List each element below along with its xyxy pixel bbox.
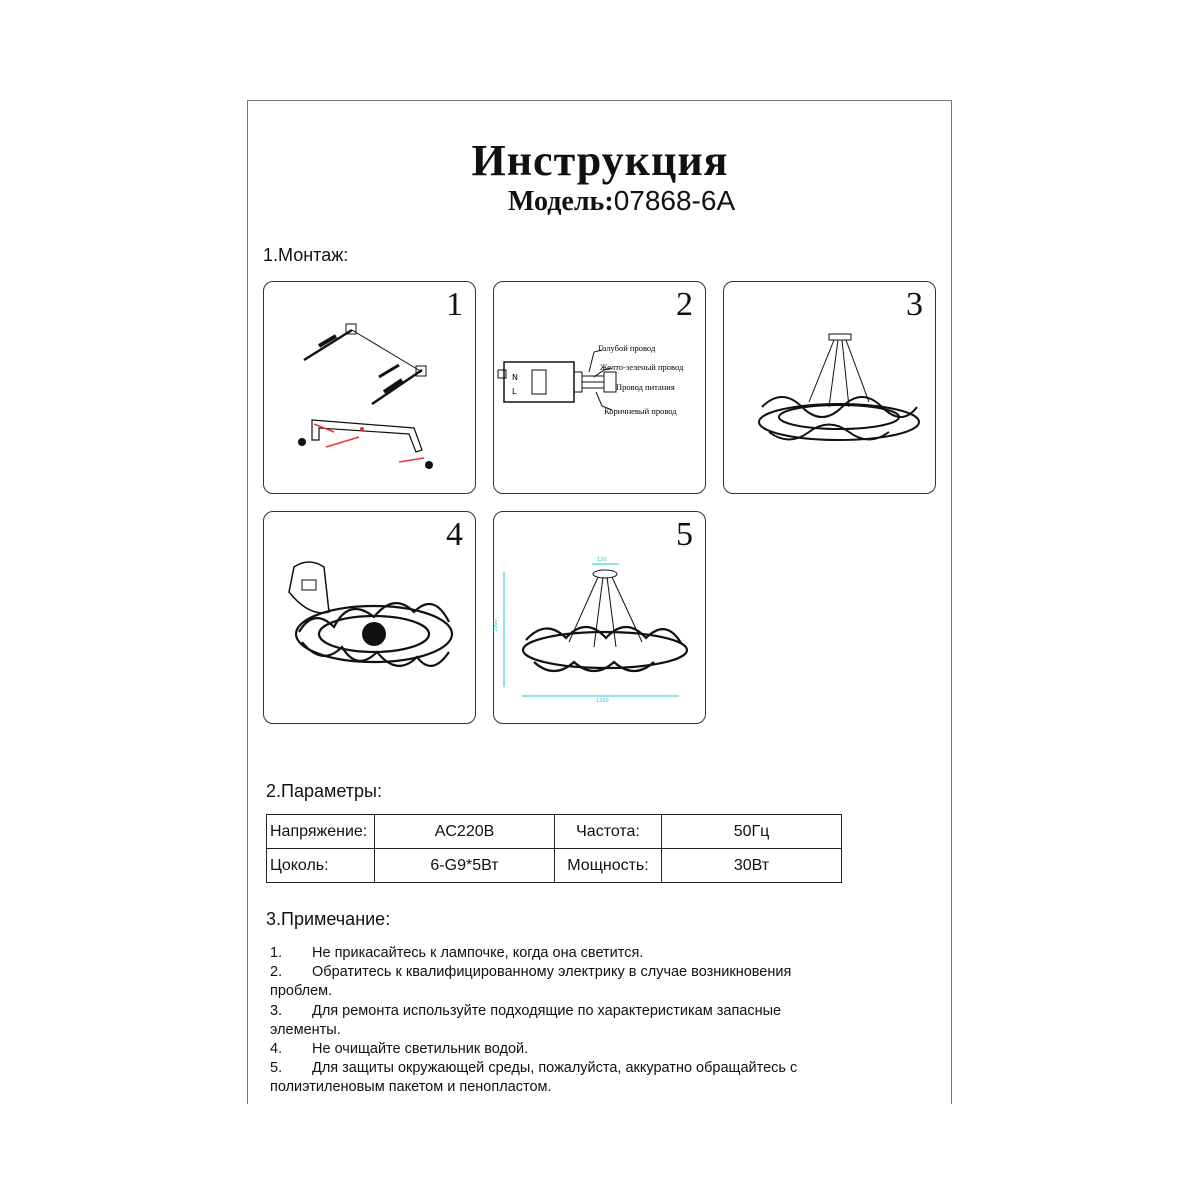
table-row bbox=[267, 849, 842, 883]
param-value: AC220B bbox=[375, 815, 555, 849]
note-number: 1. bbox=[270, 945, 283, 961]
model-code: 07868-6A bbox=[613, 185, 736, 216]
wire-label-blue: Голубой провод bbox=[598, 343, 656, 353]
dim-height: 1000 bbox=[493, 619, 499, 632]
param-value: 30Вт bbox=[662, 849, 842, 883]
param-value: 50Гц bbox=[662, 815, 842, 849]
note-number: 4. bbox=[270, 1041, 283, 1058]
wire-label-yellow-green: Желто-зеленый провод bbox=[600, 362, 684, 372]
bulb-installation-diagram bbox=[264, 512, 477, 725]
dim-top: 120 bbox=[597, 557, 607, 563]
panel-number: 5 bbox=[676, 516, 693, 553]
svg-text:L: L bbox=[512, 387, 517, 396]
panel-5-dimensions bbox=[493, 511, 706, 724]
parameters-table bbox=[266, 814, 842, 883]
param-label: Мощность: bbox=[555, 849, 662, 883]
list-item bbox=[270, 944, 870, 963]
wire-label-power: Провод питания bbox=[616, 382, 675, 392]
section-params-heading: 2.Параметры: bbox=[266, 781, 382, 801]
note-number: 5. bbox=[270, 1060, 283, 1077]
list-item bbox=[270, 963, 870, 1001]
list-item bbox=[270, 1059, 870, 1097]
note-number: 3. bbox=[270, 1002, 283, 1019]
list-item bbox=[270, 1002, 870, 1040]
model-label: Модель: bbox=[508, 186, 614, 217]
svg-text:N: N bbox=[512, 373, 518, 382]
section-notes-heading: 3.Примечание: bbox=[266, 909, 391, 929]
dimensions-diagram bbox=[494, 512, 707, 725]
notes-list bbox=[270, 944, 870, 1098]
section-mount-heading: 1.Монтаж: bbox=[263, 245, 349, 265]
note-text: Не очищайте светильник водой. bbox=[312, 1041, 529, 1058]
param-label: Частота: bbox=[555, 815, 662, 849]
note-text: Обратитесь к квалифицированному электрику в случае возникновения bbox=[312, 964, 792, 981]
list-item bbox=[270, 1040, 870, 1059]
model-line bbox=[508, 185, 735, 218]
panel-number: 3 bbox=[906, 286, 923, 323]
note-text: Для ремонта используйте подходящие по характеристикам запасные bbox=[312, 1002, 782, 1019]
panel-number: 1 bbox=[446, 286, 463, 323]
page-title: Инструкция bbox=[471, 136, 729, 185]
note-text: Не прикасайтесь к лампочке, когда она светится. bbox=[312, 945, 644, 961]
panel-1-bracket-mounting bbox=[263, 281, 476, 494]
param-label: Напряжение: bbox=[267, 815, 375, 849]
panel-number: 2 bbox=[676, 286, 693, 323]
panel-2-wiring bbox=[493, 281, 706, 494]
note-text: Для защиты окружающей среды, пожалуйста, аккуратно обращайтесь с bbox=[312, 1060, 798, 1077]
panel-3-chandelier-view bbox=[723, 281, 936, 494]
param-label: Цоколь: bbox=[267, 849, 375, 883]
table-row bbox=[267, 815, 842, 849]
wiring-diagram bbox=[494, 282, 707, 495]
param-value: 6-G9*5Вт bbox=[375, 849, 555, 883]
dim-width: 1200 bbox=[596, 698, 609, 704]
bracket-mounting-diagram bbox=[264, 282, 477, 495]
panel-4-bulb-installation bbox=[263, 511, 476, 724]
note-text-cont: проблем. bbox=[270, 983, 333, 1000]
panel-number: 4 bbox=[446, 516, 463, 553]
wire-label-brown: Коричневый провод bbox=[604, 406, 677, 416]
note-text-cont: полиэтиленовым пакетом и пенопластом. bbox=[270, 1079, 552, 1096]
note-text-cont: элементы. bbox=[270, 1021, 341, 1038]
note-number: 2. bbox=[270, 964, 283, 981]
chandelier-side-diagram bbox=[724, 282, 937, 495]
